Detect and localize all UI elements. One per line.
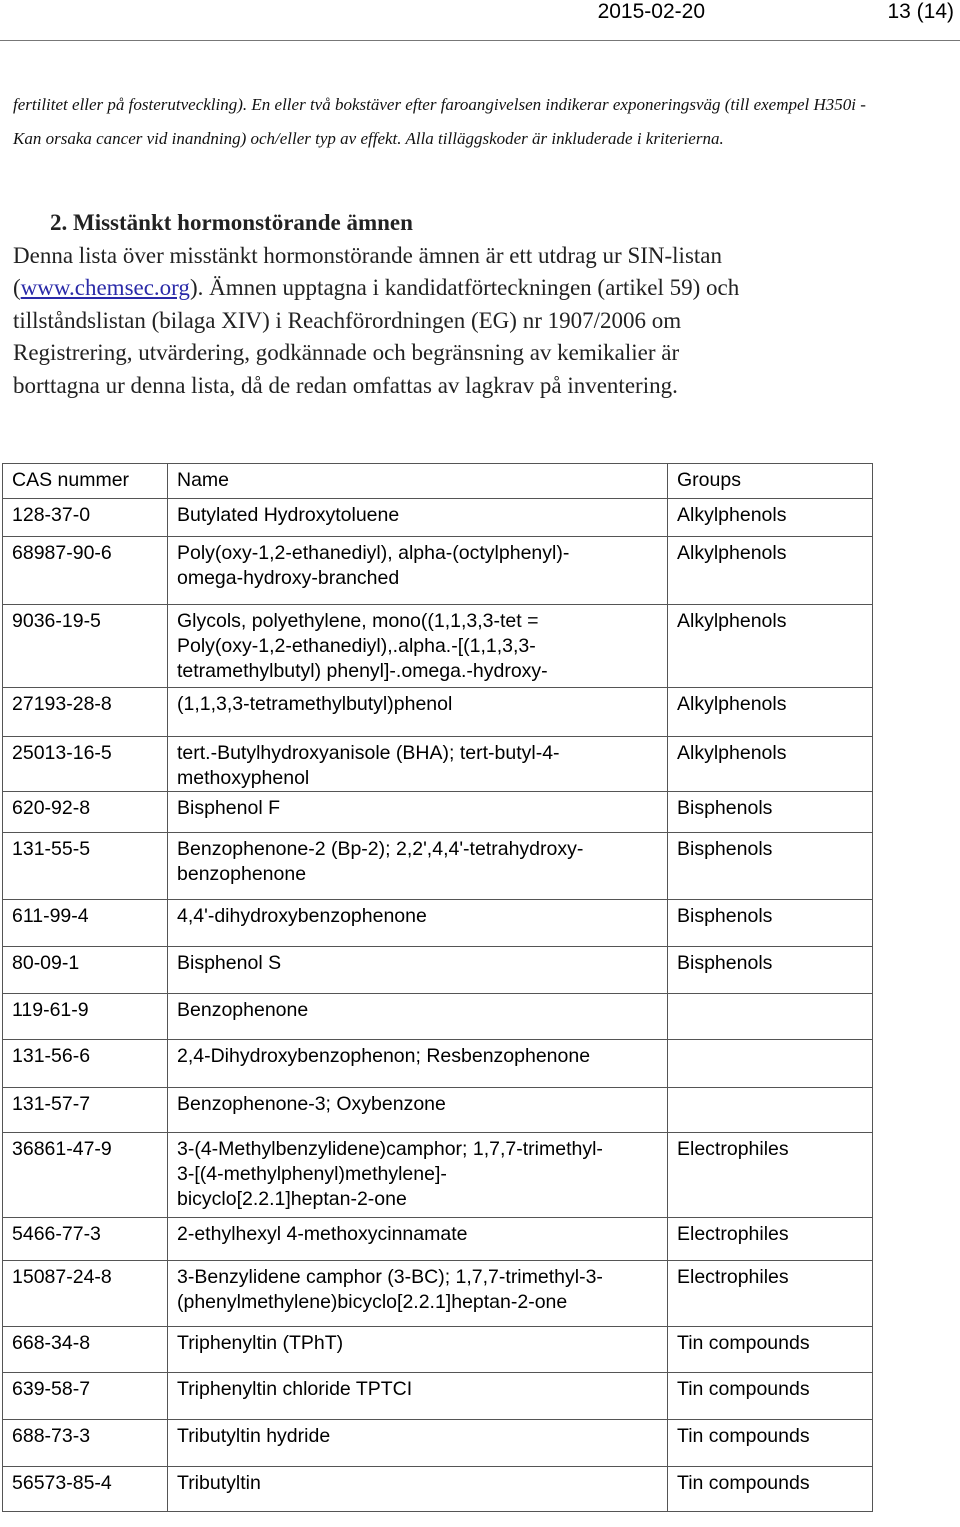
table-row [3, 1420, 873, 1467]
name-cell [168, 688, 668, 737]
name-cell [168, 1373, 668, 1420]
paren-open: ( [13, 275, 21, 300]
group-cell: Tin compounds [668, 1327, 873, 1373]
table-row [3, 994, 873, 1040]
cas-cell: 80-09-1 [3, 947, 168, 994]
name-line: Triphenyltin (TPhT) [177, 1332, 344, 1354]
group-cell: Bisphenols [668, 900, 873, 947]
name-line: Benzophenone-2 (Bp-2); 2,2',4,4'-tetrahydroxy- [177, 838, 584, 860]
page-number: 13 (14) [887, 0, 954, 23]
table-row [3, 1218, 873, 1261]
cas-cell: 5466-77-3 [3, 1218, 168, 1261]
section-2 [13, 207, 953, 402]
name-line: Tributyltin [177, 1472, 261, 1494]
name-cell [168, 1040, 668, 1088]
table-row [3, 833, 873, 900]
name-line: Benzophenone-3; Oxybenzone [177, 1093, 446, 1115]
name-line: Tributyltin hydride [177, 1425, 331, 1447]
group-cell: Bisphenols [668, 947, 873, 994]
group-cell: Bisphenols [668, 792, 873, 833]
name-line: Benzophenone [177, 999, 309, 1021]
name-line: Poly(oxy-1,2-ethanediyl), alpha-(octylphenyl)- [177, 542, 570, 564]
header-date: 2015-02-20 [597, 0, 705, 23]
group-cell [668, 994, 873, 1040]
cas-cell: 639-58-7 [3, 1373, 168, 1420]
section-heading [13, 207, 953, 240]
name-line: Glycols, polyethylene, mono((1,1,3,3-tet = [177, 610, 539, 632]
group-cell: Alkylphenols [668, 499, 873, 537]
group-cell: Tin compounds [668, 1467, 873, 1512]
table-row [3, 605, 873, 688]
name-line: 3-Benzylidene camphor (3-BC); 1,7,7-trimethyl-3- [177, 1266, 603, 1288]
cas-cell: 56573-85-4 [3, 1467, 168, 1512]
cas-cell: 9036-19-5 [3, 605, 168, 688]
section-line [13, 272, 953, 305]
table-row [3, 737, 873, 792]
name-line: Poly(oxy-1,2-ethanediyl),.alpha.-[(1,1,3,3- [177, 635, 536, 657]
cas-cell: 27193-28-8 [3, 688, 168, 737]
section-number: 2. [50, 210, 68, 235]
table-row [3, 900, 873, 947]
table-row [3, 499, 873, 537]
name-line: Bisphenol S [177, 952, 282, 974]
name-cell [168, 833, 668, 900]
group-cell [668, 1088, 873, 1133]
chemsec-link[interactable]: www.chemsec.org [20, 275, 190, 300]
table-row [3, 1373, 873, 1420]
name-line: (1,1,3,3-tetramethylbutyl)phenol [177, 693, 453, 715]
group-cell: Alkylphenols [668, 537, 873, 605]
name-line: tert.-Butylhydroxyanisole (BHA); tert-butyl-4- [177, 742, 560, 764]
header-divider [0, 40, 960, 41]
name-cell [168, 537, 668, 605]
name-cell [168, 900, 668, 947]
group-cell: Electrophiles [668, 1133, 873, 1218]
name-line: methoxyphenol [177, 767, 310, 789]
group-cell: Tin compounds [668, 1420, 873, 1467]
name-line: Triphenyltin chloride TPTCI [177, 1378, 413, 1400]
table-row [3, 1088, 873, 1133]
name-cell [168, 1420, 668, 1467]
cas-cell: 15087-24-8 [3, 1261, 168, 1327]
table-row [3, 1040, 873, 1088]
name-cell [168, 1327, 668, 1373]
table-row [3, 688, 873, 737]
name-cell [168, 1218, 668, 1261]
intro-line: fertilitet eller på fosterutveckling). En eller två bokstäver efter faroangivelsen indikerar exponeringsväg (till exempel H350i - [13, 95, 866, 114]
table-row [3, 1261, 873, 1327]
name-cell [168, 1467, 668, 1512]
name-cell [168, 1261, 668, 1327]
name-cell [168, 947, 668, 994]
name-line: 4,4'-dihydroxybenzophenone [177, 905, 427, 927]
page-header [0, 0, 960, 24]
name-line: 2-ethylhexyl 4-methoxycinnamate [177, 1223, 468, 1245]
name-line: 3-(4-Methylbenzylidene)camphor; 1,7,7-trimethyl- [177, 1138, 603, 1160]
name-line: (phenylmethylene)bicyclo[2.2.1]heptan-2-one [177, 1291, 568, 1313]
cas-cell: 620-92-8 [3, 792, 168, 833]
name-cell [168, 1133, 668, 1218]
name-line: 3-[(4-methylphenyl)methylene]- [177, 1163, 447, 1185]
name-cell [168, 994, 668, 1040]
name-cell [168, 605, 668, 688]
name-line: tetramethylbutyl) phenyl]-.omega.-hydroxy- [177, 660, 548, 682]
cas-cell: 668-34-8 [3, 1327, 168, 1373]
section-line-rest: ). Ämnen upptagna i kandidatförteckningen (artikel 59) och [189, 275, 740, 300]
table-row [3, 1327, 873, 1373]
group-cell: Tin compounds [668, 1373, 873, 1420]
name-cell [168, 737, 668, 792]
column-header-groups: Groups [668, 464, 873, 499]
cas-cell: 119-61-9 [3, 994, 168, 1040]
table-header-row [3, 464, 873, 499]
section-line: Denna lista över misstänkt hormonstörande ämnen är ett utdrag ur SIN-listan [13, 242, 722, 268]
name-cell [168, 792, 668, 833]
cas-cell: 128-37-0 [3, 499, 168, 537]
section-line: Registrering, utvärdering, godkännade och begränsning av kemikalier är [13, 340, 680, 365]
table-row [3, 947, 873, 994]
name-cell [168, 499, 668, 537]
cas-cell: 36861-47-9 [3, 1133, 168, 1218]
table-row [3, 537, 873, 605]
name-line: 2,4-Dihydroxybenzophenon; Resbenzophenone [177, 1045, 591, 1067]
intro-line: Kan orsaka cancer vid inandning) och/eller typ av effekt. Alla tilläggskoder är inkluderade i kriterierna. [13, 129, 724, 148]
cas-cell: 131-56-6 [3, 1040, 168, 1088]
group-cell: Alkylphenols [668, 605, 873, 688]
group-cell: Alkylphenols [668, 737, 873, 792]
section-line: borttagna ur denna lista, då de redan omfattas av lagkrav på inventering. [13, 372, 678, 398]
cas-cell: 25013-16-5 [3, 737, 168, 792]
column-header-cas: CAS nummer [3, 464, 168, 499]
group-cell: Electrophiles [668, 1218, 873, 1261]
name-cell [168, 1088, 668, 1133]
cas-cell: 688-73-3 [3, 1420, 168, 1467]
group-cell: Bisphenols [668, 833, 873, 900]
name-line: Butylated Hydroxytoluene [177, 504, 400, 526]
substance-table [2, 463, 873, 1512]
table-row [3, 1133, 873, 1218]
intro-paragraph [13, 88, 953, 156]
name-line: omega-hydroxy-branched [177, 567, 400, 589]
group-cell: Alkylphenols [668, 688, 873, 737]
column-header-name: Name [168, 464, 668, 499]
cas-cell: 131-55-5 [3, 833, 168, 900]
name-line: bicyclo[2.2.1]heptan-2-one [177, 1188, 407, 1210]
section-line: tillståndslistan (bilaga XIV) i Reachförordningen (EG) nr 1907/2006 om [13, 307, 682, 333]
group-cell [668, 1040, 873, 1088]
section-title: Misstänkt hormonstörande ämnen [73, 210, 413, 235]
group-cell: Electrophiles [668, 1261, 873, 1327]
cas-cell: 68987-90-6 [3, 537, 168, 605]
table-row [3, 792, 873, 833]
table-row [3, 1467, 873, 1512]
cas-cell: 611-99-4 [3, 900, 168, 947]
cas-cell: 131-57-7 [3, 1088, 168, 1133]
name-line: Bisphenol F [177, 797, 280, 819]
name-line: benzophenone [177, 863, 307, 885]
